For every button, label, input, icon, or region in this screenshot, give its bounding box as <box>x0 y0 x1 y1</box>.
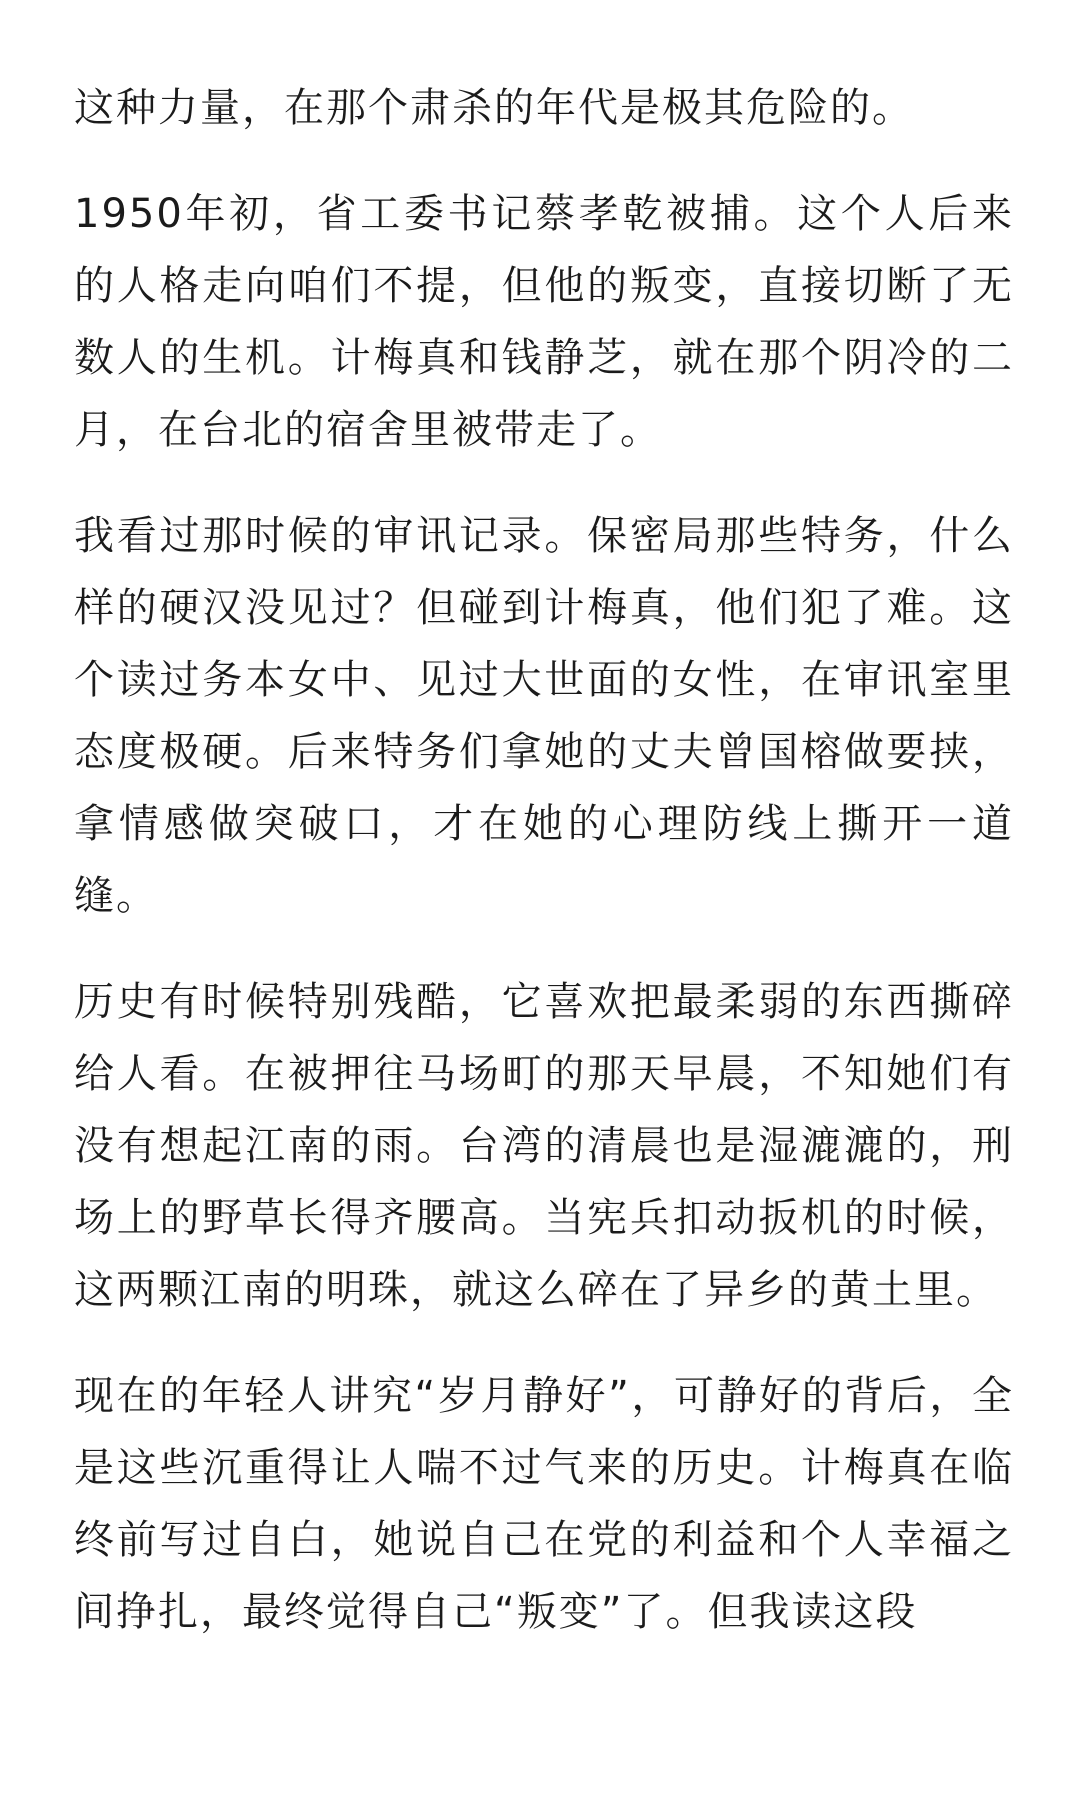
paragraph: 我看过那时候的审讯记录。保密局那些特务，什么样的硬汉没见过？但碰到计梅真，他们犯了难。这个读过务本女中、见过大世面的女性，在审讯室里态度极硬。后来特务们拿她的丈夫曾国榕做要挟，拿情感做突破口，才在她的心理防线上撕开一道缝。 <box>74 513 1014 919</box>
paragraph: 这种力量，在那个肃杀的年代是极其危险的。 <box>74 85 914 131</box>
article-body <box>74 72 1014 1682</box>
paragraph: 1950年初，省工委书记蔡孝乾被捕。这个人后来的人格走向咱们不提，但他的叛变，直接切断了无数人的生机。计梅真和钱静芝，就在那个阴冷的二月，在台北的宿舍里被带走了。 <box>74 191 1014 453</box>
paragraph: 历史有时候特别残酷，它喜欢把最柔弱的东西撕碎给人看。在被押往马场町的那天早晨，不知她们有没有想起江南的雨。台湾的清晨也是湿漉漉的，刑场上的野草长得齐腰高。当宪兵扣动扳机的时候，这两颗江南的明珠，就这么碎在了异乡的黄土里。 <box>74 979 1014 1313</box>
paragraph: 现在的年轻人讲究“岁月静好”，可静好的背后，全是这些沉重得让人喘不过气来的历史。计梅真在临终前写过自白，她说自己在党的利益和个人幸福之间挣扎，最终觉得自己“叛变”了。但我读这段 <box>74 1373 1014 1635</box>
